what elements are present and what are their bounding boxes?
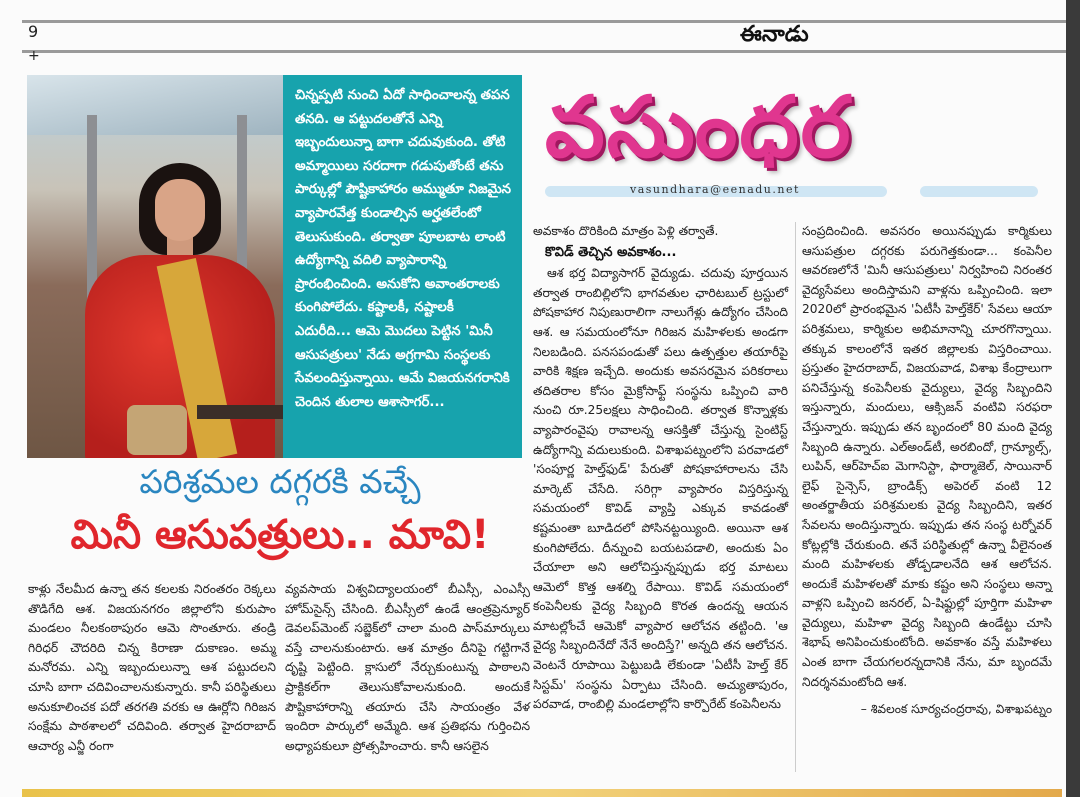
bottom-strip: [22, 789, 1062, 797]
section-masthead: వసుంధర: [545, 77, 853, 176]
woman-portrait-photo: [27, 75, 283, 458]
section-email: vasundhara@eenadu.net: [630, 183, 800, 196]
body-column-2: [285, 580, 530, 756]
column-divider: [795, 222, 796, 772]
column-text: వ్యవసాయ విశ్వవిద్యాలయంలో బీఎస్సీ, ఎంఎస్సీ హోమ్‌సైన్స్ చేసింది. బీఎస్సీలో ఉండే ఆంత్రప్రెన్యూర్ డెవలప్‌మెంట్ సబ్జెక్‌లో చాలా మంది పాస్‌మార్కులు వస్తే చాలనుకుంటారు. ఆశ మాత్రం దీనిపై గట్టిగానే దృష్టి పెట్టింది. క్లాసులో నేర్చుకుంటున్న పాఠాలని ప్రాక్టికల్‌గా తెలుసుకోవాలనుకుంది. అందుకే పౌష్టికాహారాన్ని తయారు చేసి సాయంత్రం వేళ ఇందిరా పార్కులో అమ్మేది. ఆశ ప్రతిభను గుర్తించిన అధ్యాపకులూ ప్రోత్సహించారు. కానీ ఆసలైన: [285, 582, 530, 753]
body-column-1: [28, 580, 276, 756]
column-text: ఆశ భర్త విద్యాసాగర్ వైద్యుడు. చదువు పూర్తయిన తర్వాత రాంబిల్లిలోని భాగవతుల ఛారిటబుల్ ట్రస్టులో పోషకాహార నిపుణురాలిగా నాలుగేళ్లు ఉద్యోగం చేసింది ఆశ. ఆ సమయంలోనూ గిరిజన మహిళలకు అండగా నిలబడింది. పనసపండుతో పలు ఉత్పత్తుల తయారీపై వారికి శిక్షణ ఇచ్చేది. అందుకు అవసరమైన పరికరాలు తదితరాల కోసం మైక్రోసాఫ్ట్ సంస్థను ఒప్పించి వారి నుంచి రూ.25లక్షలు సాధించింది. తర్వాత కొన్నాళ్లకు వ్యాపారంవైపు రావాలన్న ఆసక్తితో చేస్తున్న సైంటిస్ట్ ఉద్యోగాన్ని వదులుకుంది. విశాఖపట్నంలోని పరవాడలో 'సంపూర్ణ హెల్త్‌ఫుడ్' పేరుతో పోషకాహారాలను చేసి మార్కెట్ చేసేది. సరిగ్గా వ్యాపారం విస్తరిస్తున్న సమయంలో కొవిడ్ వ్యాప్తి ఎక్కువ కావడంతో కష్టమంతా బూడిదలో పోసినట్టయ్యింది. అయినా ఆశ కుంగిపోలేదు. దీన్నుంచి బయటపడాలి, అందుకు ఏం చేయాలా అని ఆలోచిస్తున్నప్పుడు భర్త మాటలు ఆమెలో కొత్త ఆశల్ని రేపాయి. కొవిడ్ సమయంలో కంపెనీలకు వైద్య సిబ్బంది కొరత ఉందన్న ఆయన మాటల్లోంచే ఆమెకో వ్యాపార ఆలోచన తట్టింది. 'ఆ వైద్య సిబ్బందినేదో నేనే అందిస్తే?' అన్నది తన ఆలోచన. వెంటనే రూపాయి పెట్టుబడి లేకుండా 'ఏటీసీ హెల్త్ కేర్ సిస్టమ్' సంస్థను ఏర్పాటు చేసింది. అచ్యుతాపురం, పరవాడ, రాంబిల్లి మండలాల్లోని కార్పొరేట్ కంపెనీలను: [533, 266, 788, 712]
byline: – శివలంక సూర్యచంద్రరావు, విశాఖపట్నం: [860, 702, 1052, 717]
headline-title: మినీ ఆసుపత్రులు.. మావి!: [70, 512, 490, 558]
body-column-4: [802, 222, 1052, 720]
column-text: సంప్రదించింది. అవసరం అయినప్పుడు కార్మికులు ఆసుపత్రుల దగ్గరకు పరుగెత్తకుండా... కంపెనీల ఆవరణలోనే 'మినీ ఆసుపత్రులు' నిర్వహించి నిరంతర వైద్యసేవలు అందిస్తామని వాళ్లను ఒప్పించింది. ఇలా 2020లో ప్రారంభమైన 'ఏటీసీ హెల్త్‌కేర్' సేవలు ఆయా పరిశ్రమలు, కార్మికుల అభిమానాన్ని చూరగొన్నాయి. తక్కువ కాలంలోనే ఇతర జిల్లాలకు విస్తరించాయి. ప్రస్తుతం హైదరాబాద్, విజయవాడ, విశాఖ కేంద్రాలుగా పనిచేస్తున్న కంపెనీలకు వైద్యులు, వైద్య సిబ్బందిని ఇస్తున్నారు, మందులు, ఆక్సిజన్ వంటివి సరఫరా చేస్తున్నారు. ఇప్పుడు తన బృందంలో 80 మంది వైద్య సిబ్బంది ఉన్నారు. ఎల్‌అండ్‌టీ, అరబిందో, గ్రాన్యూల్స్, లుపిన్, ఆర్‌హెచ్‌ఐ మెగానిస్టా, ఫార్మాజెల్, సాయినార్ లైఫ్ సైన్సెస్, బ్రాండిక్స్ అపెరల్ వంటి 12 అంతర్జాతీయ పరిశ్రమలకు వైద్య సిబ్బందిని, ఇతర సేవలను అందిస్తున్నారు. ఇప్పుడు తన సంస్థ టర్నోవర్ కోట్లల్లోకి చేరుకుంది. తనే పరిస్థితుల్లో ఉన్నా వీలైనంత మంది మహిళలకు తోడ్పడాలనేది ఆశ ఆలోచన. అందుకే మహిళలతో మాకు కష్టం అని సంస్థలు అన్నా వాళ్లని ఒప్పించి జనరల్, ఏ-షిఫ్టుల్లో పూర్తిగా మహిళా వైద్యులు, మహిళా వైద్య సిబ్బంది ఉండేట్టు చూసి శెభాష్ అనిపించుకుంటోంది. అవకాశం వస్తే మహిళలు ఎంత బాగా చేయగలరన్నదానికి నేను, మా బృందమే నిదర్శనమంటోంది ఆశ.: [802, 224, 1052, 689]
registration-mark: +: [28, 48, 40, 64]
email-bar-right: [920, 186, 1038, 197]
column-lead: అవకాశం దొరికింది మాత్రం పెళ్లి తర్వాతే.: [533, 224, 719, 238]
page-number: 9: [28, 22, 39, 41]
intro-box: [283, 75, 522, 458]
body-column-3: [533, 222, 788, 715]
newspaper-name: ఈనాడు: [740, 22, 809, 47]
headline-subtitle: పరిశ్రమల దగ్గరకి వచ్చే: [139, 462, 421, 501]
top-rule: [22, 20, 1066, 23]
column-text: కాళ్లు నేలమీద ఉన్నా తన కలలకు నిరంతరం రెక్కలు తొడిగేది ఆశ. విజయనగరం జిల్లాలోని కురుపాం మండలం నీలకంఠాపురం ఆమె సొంతూరు. తండ్రి గిరిధర్ చౌదరిది చిన్న కిరాణా దుకాణం. అమ్మ మనోరమ. ఎన్ని ఇబ్బందులున్నా ఆశ పట్టుదలని చూసి బాగా చదివించాలనుకున్నారు. కానీ పరిస్థితులు అనుకూలించక పదో తరగతి వరకు ఆ ఊర్లోని గిరిజన సంక్షేమ పాఠశాలలో చదివింది. తర్వాత హైదరాబాద్ ఆచార్య ఎన్జీ రంగా: [28, 582, 276, 753]
intro-text: చిన్నప్పటి నుంచి ఏదో సాధించాలన్న తపన తనది. ఆ పట్టుదలతోనే ఎన్ని ఇబ్బందులున్నా బాగా చదువుకుంది. తోటి అమ్మాయిలు సరదాగా గడుపుతోంటే తను పార్కుల్లో పౌష్టికాహారం అమ్ముతూ నిజమైన వ్యాపారవేత్త కుండాల్సిన అర్హతలేంటో తెలుసుకుంది. తర్వాతా పూలబాట లాంటి ఉద్యోగాన్ని వదిలి వ్యాపారాన్ని ప్రారంభించింది. అనుకోని అవాంతరాలకు కుంగిపోలేదు. కష్టాలకీ, నష్టాలకీ ఎదురీది... ఆమె మొదలు పెట్టిన 'మినీ ఆసుపత్రులు' నేడు అగ్రగామి సంస్థలకు సేవలందిస్తున్నాయి. ఆమే విజయనగరానికి చెందిన తులాల ఆశాసాగర్...: [295, 88, 511, 410]
header-rule: [22, 50, 1066, 53]
subheading: కొవిడ్ తెచ్చిన అవకాశం...: [545, 244, 677, 260]
